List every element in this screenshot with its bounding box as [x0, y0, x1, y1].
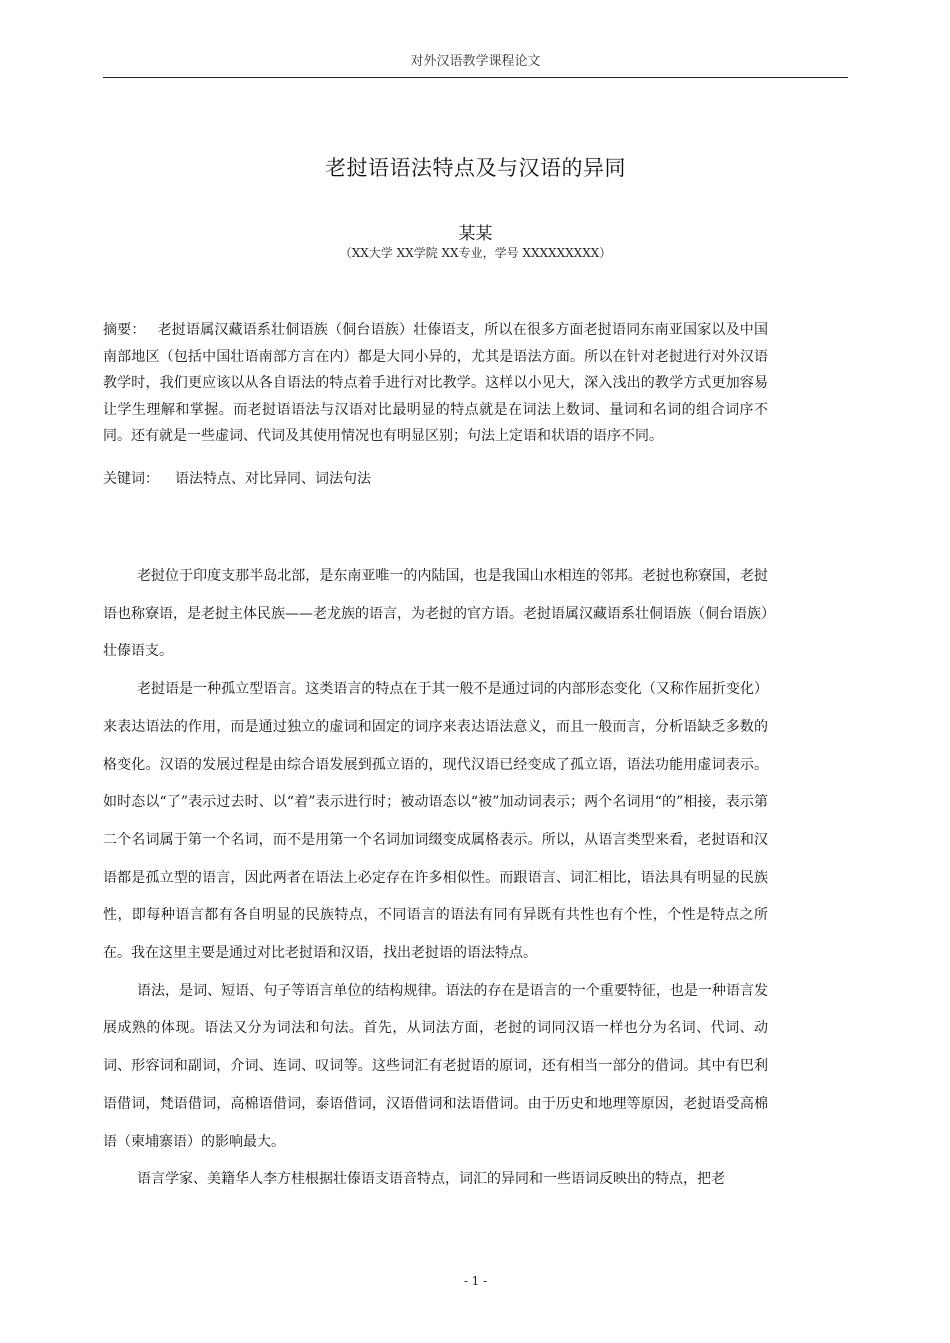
body-text — [103, 558, 768, 1199]
abstract-text: 老挝语属汉藏语系壮侗语族（侗台语族）壮傣语支，所以在很多方面老挝语同东南亚国家以及中国南部地区（包括中国壮语南部方言在内）都是大同小异的，尤其是语法方面。所以在针对老挝进行对外汉语教学时，我们更应该以从各自语法的特点着手进行对比教学。这样以小见大，深入浅出的教学方式更加容易让学生理解和掌握。而老挝语语法与汉语对比最明显的特点就是在词法上数词、量词和名词的组合词序不同。还有就是一些虚词、代词及其使用情况也有明显区别；句法上定语和状语的语序不同。 — [103, 322, 769, 444]
author-affiliation: （XX大学 XX学院 XX专业，学号 XXXXXXXXX） — [339, 246, 612, 260]
paragraph: 语法，是词、短语、句子等语言单位的结构规律。语法的存在是语言的一个重要特征，也是一种语言发展成熟的体现。语法又分为词法和句法。首先，从词法方面，老挝的词同汉语一样也分为名词、代词、动词、形容词和副词，介词、连词、叹词等。这些词汇有老挝语的原词，还有相当一部分的借词。其中有巴利语借词，梵语借词，高棉语借词，泰语借词，汉语借词和法语借词。由于历史和地理等原因，老挝语受高棉语（柬埔寨语）的影响最大。 — [103, 982, 768, 1150]
paragraph: 老挝位于印度支那半岛北部，是东南亚唯一的内陆国，也是我国山水相连的邻邦。老挝也称寮国，老挝语也称寮语，是老挝主体民族——老龙族的语言，为老挝的官方语。老挝语属汉藏语系壮侗语族（侗台语族）壮傣语支。 — [103, 568, 768, 660]
abstract-label: 摘要： — [103, 322, 146, 338]
paper-title: 老挝语语法特点及与汉语的异同 — [325, 156, 626, 180]
abstract-block — [103, 317, 768, 450]
paragraph: 语言学家、美籍华人李方桂根据壮傣语支语音特点，词汇的异同和一些语词反映出的特点，把老 — [137, 1171, 725, 1188]
paragraph: 老挝语是一种孤立型语言。这类语言的特点在于其一般不是通过词的内部形态变化（又称作屈折变化）来表达语法的作用，而是通过独立的虚词和固定的词序来表达语法意义，而且一般而言，分析语缺乏多数的格变化。汉语的发展过程是由综合语发展到孤立语的，现代汉语已经变成了孤立语，语法功能用虚词表示。如时态以“了”表示过去时、以“着”表示进行时；被动语态以“被”加动词表示；两个名词用“的”相接，表示第二个名词属于第一个名词，而不是用第一个名词加词缀变成属格表示。所以，从语言类型来看，老挝语和汉语都是孤立型的语言，因此两者在语法上必定存在许多相似性。而跟语言、词汇相比，语法具有明显的民族性，即每种语言都有各自明显的民族特点，不同语言的语法有同有异既有共性也有个性，个性是特点之所在。我在这里主要是通过对比老挝语和汉语，找出老挝语的语法特点。 — [103, 681, 768, 962]
header-divider — [103, 77, 848, 78]
running-header: 对外汉语教学课程论文 — [410, 54, 541, 69]
keywords-label: 关键词： — [103, 471, 159, 487]
author-name: 某某 — [458, 224, 493, 244]
keywords-text: 语法特点、对比异同、词法句法 — [175, 471, 371, 487]
page-number: - 1 - — [463, 1274, 488, 1288]
keywords-block — [103, 466, 768, 492]
